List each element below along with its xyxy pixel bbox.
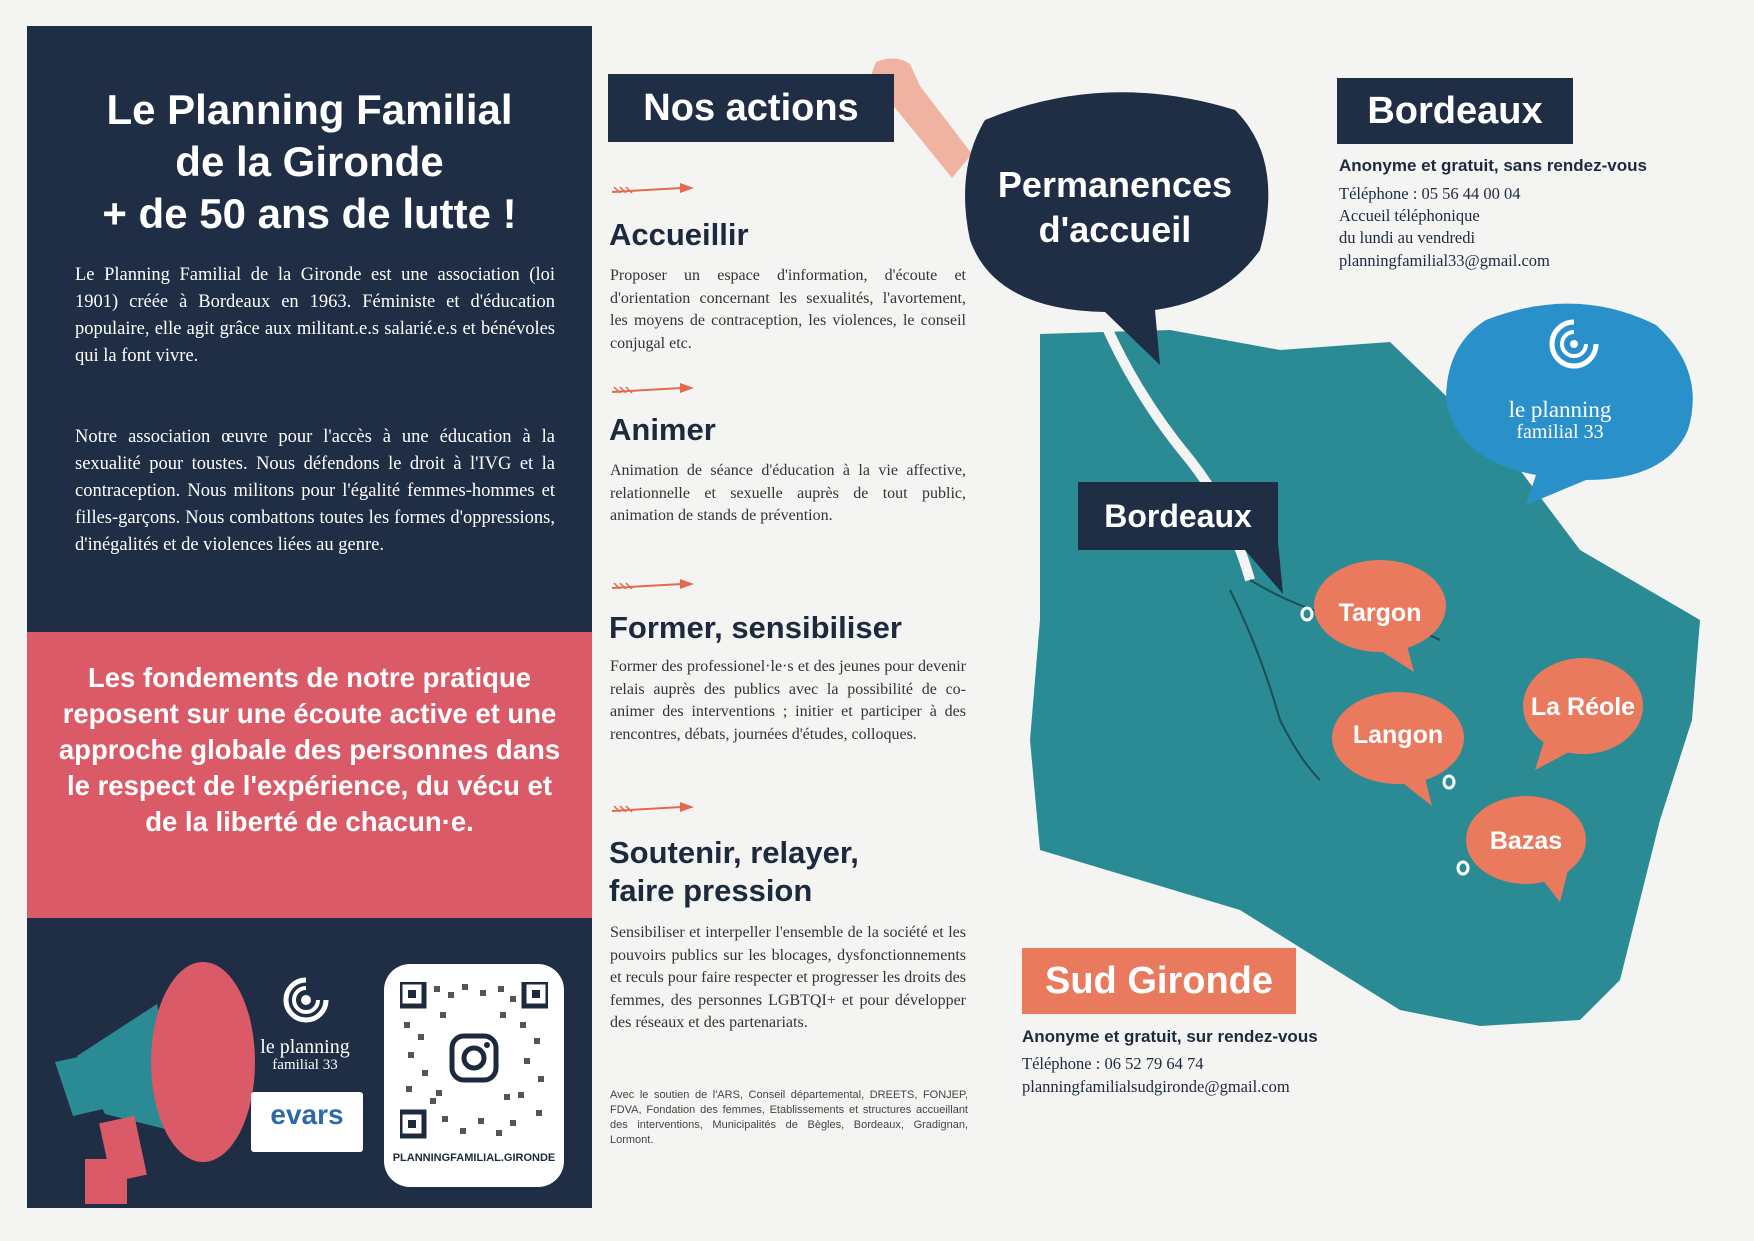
nos-actions-heading: Nos actions [608,74,894,142]
arrow-icon [610,382,694,400]
location-dot-icon [1456,860,1470,876]
sud-phone[interactable]: Téléphone : 06 52 79 64 74 [1022,1054,1204,1073]
sud-gironde-label: Sud Gironde [1022,948,1296,1014]
intro-paragraph: Le Planning Familial de la Gironde est une association (loi 1901) créée à Bordeaux en 1963. Féministe et d'éducation populaire, elle agit grâce aux militant.e.s salarié.e.s et bénévoles qui la font vivre. [75,265,555,366]
town-bazas: Bazas [1489,827,1563,855]
bordeaux-hours: du lundi au vendredi [1339,228,1476,247]
bordeaux-label: Bordeaux [1337,78,1573,144]
section-text-soutenir: Sensibiliser et interpeller l'ensemble de la société et les pouvoirs publics sur les blocages, dysfonctionnements et reculs pour faire respecter et progresser les droits des femmes, des personnes LGBTQI+ et pour développer des réseaux et des partenariats. [610,924,966,1031]
qr-code-icon [400,982,548,1142]
town-targon: Targon [1338,599,1422,627]
mission-paragraph: Notre association œuvre pour l'accès à une éducation à la sexualité pour toustes. Nous défendons le droit à l'IVG et la contraception. Nous militons pour l'égalité femmes-hommes et filles-garçons. Nous combattons toutes les formes d'oppressions, d'inégalités et de violences liées au genre. [75,427,555,555]
map-bordeaux-label: Bordeaux [1078,482,1278,550]
bordeaux-phone[interactable]: Téléphone : 05 56 44 00 04 [1339,184,1521,203]
left-title: Le Planning Familial de la Gironde + de 50 ans de lutte ! [102,86,517,237]
bordeaux-conditions: Anonyme et gratuit, sans rendez-vous [1339,156,1647,175]
bordeaux-email[interactable]: planningfamilial33@gmail.com [1339,251,1550,270]
qr-card[interactable] [384,964,564,1187]
arrow-icon [610,182,694,200]
swirl-logo-icon [281,974,331,1026]
sud-email[interactable]: planningfamilialsudgironde@gmail.com [1022,1077,1290,1096]
section-title-animer: Animer [609,412,716,447]
section-text-former: Former des professionel·le·s et des jeunes pour devenir relais auprès des publics avec la possibilité de co-animer des interventions ; initier et participer à des rencontres, débats, journées d'études, colloques. [610,658,966,743]
section-text-accueillir: Proposer un espace d'information, d'écoute et d'orientation concernant les sexualités, l'avortement, les moyens de contraception, les violences, le conseil conjugal etc. [610,267,966,352]
funders-footnote: Avec le soutien de l'ARS, Conseil départemental, DREETS, FONJEP, FDVA, Fondation des femmes, Etablissements et structures accueillant des interventions, Municipalités de Bègles, Bordeaux, Gradignan, Lormont. [610,1089,968,1146]
arrow-icon [610,578,694,596]
instagram-handle[interactable]: PLANNINGFAMILIAL.GIRONDE [392,1152,556,1164]
section-title-soutenir: Soutenir, relayer, faire pression [609,835,859,908]
sud-conditions: Anonyme et gratuit, sur rendez-vous [1022,1027,1318,1046]
highlight-text: Les fondements de notre pratique reposent sur une écoute active et une approche globale des personnes dans le respect de l'expérience, du vécu et de la liberté de chacun·e. [58,662,561,837]
bordeaux-phone-label: Accueil téléphonique [1339,206,1480,225]
evars-logo: evars [251,1092,363,1152]
left-panel [27,26,592,1208]
section-text-animer: Animation de séance d'éducation à la vie affective, relationnelle et sexuelle auprès de tout public, animation de stands de prévention. [610,462,966,524]
permanences-title: Permanences d'accueil [997,164,1233,250]
location-dot-icon [1442,774,1456,790]
planning-logo-text: le planning familial 33 [1508,397,1612,443]
section-title-accueillir: Accueillir [609,217,749,252]
planning-familial-logo: le planning familial 33 [249,964,361,1082]
section-title-former: Former, sensibiliser [609,610,902,645]
instagram-icon [452,1036,496,1080]
location-dot-icon [1300,606,1314,622]
town-langon: Langon [1352,721,1444,749]
arrow-icon [610,801,694,819]
town-la-reole: La Réole [1530,693,1636,721]
highlight-block [27,632,592,918]
